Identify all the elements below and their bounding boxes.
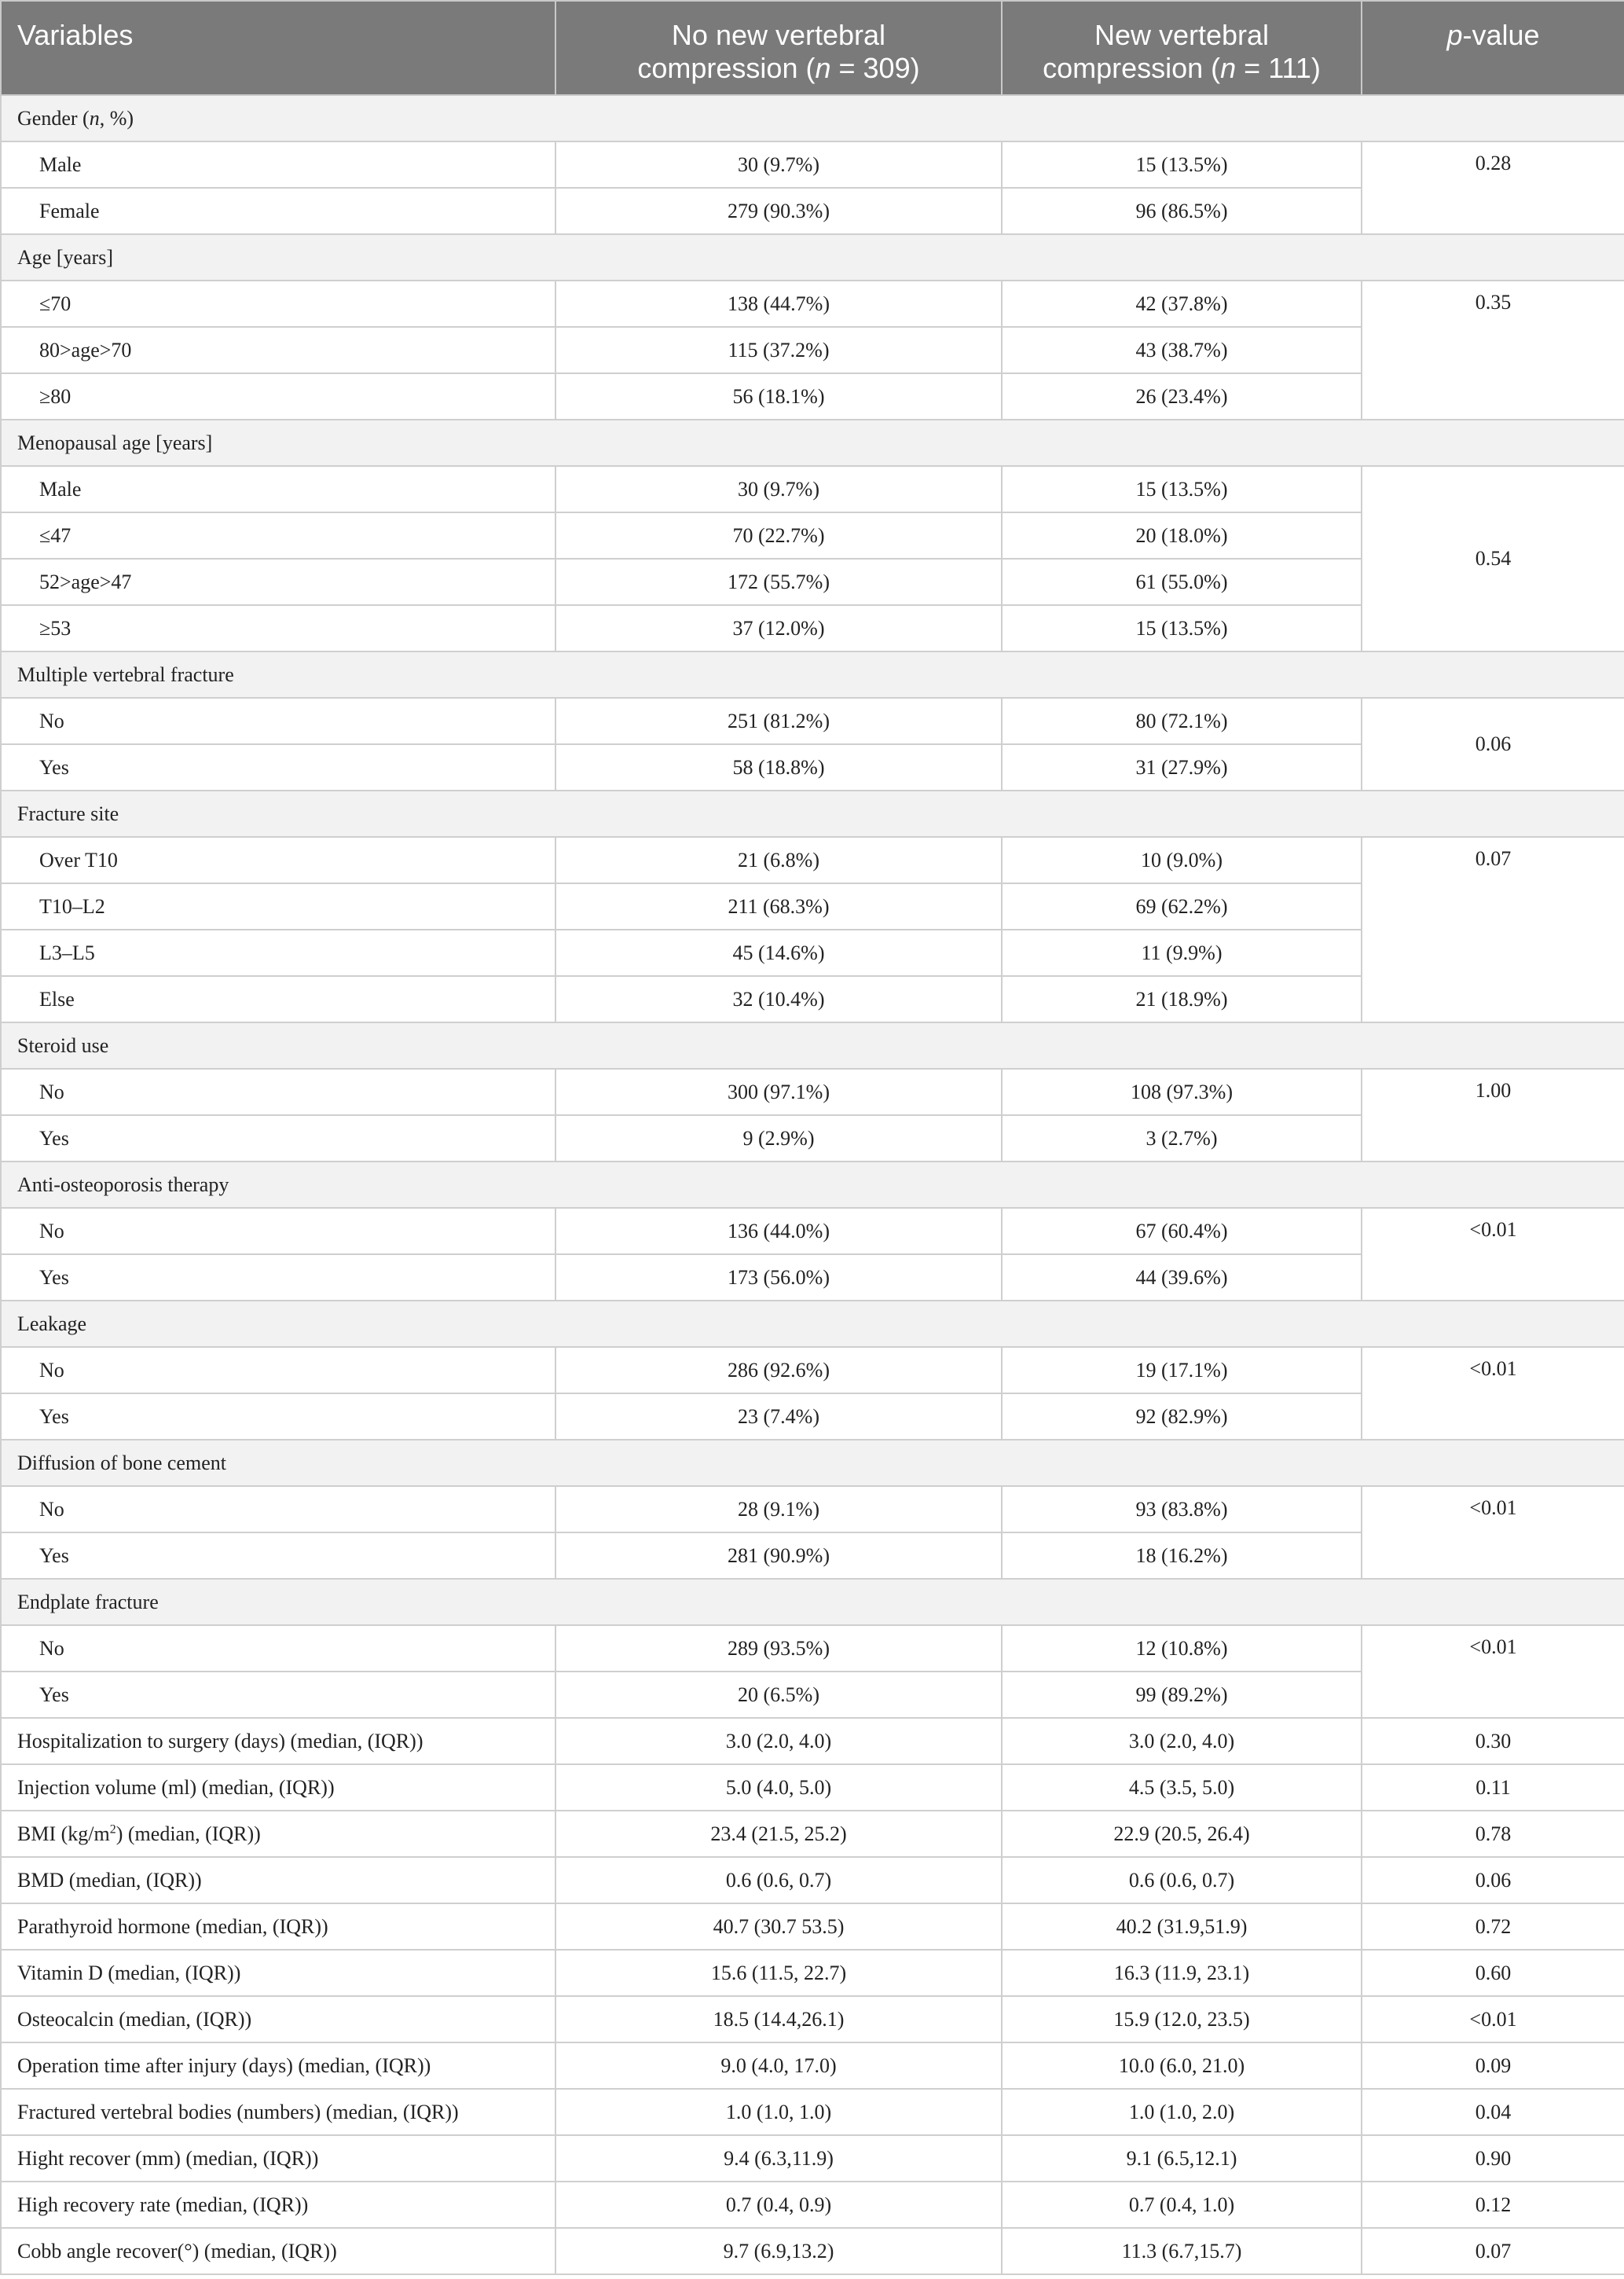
row-label: Female xyxy=(1,188,555,234)
cell-new: 31 (27.9%) xyxy=(1002,744,1362,791)
table-row xyxy=(1,1347,1624,1393)
table-row xyxy=(1,466,1624,512)
cell-new: 92 (82.9%) xyxy=(1002,1393,1362,1440)
gender-title-n: n xyxy=(89,106,100,130)
group-header-age xyxy=(1,234,1624,281)
header-col2-line2a: compression ( xyxy=(637,52,816,84)
row-label: Male xyxy=(1,141,555,188)
cell-p-value: 0.12 xyxy=(1362,2182,1624,2228)
cell-p-value: 0.60 xyxy=(1362,1950,1624,1996)
row-label: Male xyxy=(1,466,555,512)
group-title: Age [years] xyxy=(1,234,1624,281)
cell-new: 80 (72.1%) xyxy=(1002,698,1362,744)
cell-new: 96 (86.5%) xyxy=(1002,188,1362,234)
header-variables-text: Variables xyxy=(17,19,134,51)
gender-title-a: Gender ( xyxy=(17,106,90,130)
table-row xyxy=(1,1718,1624,1764)
row-label: T10–L2 xyxy=(1,883,555,930)
cell-p-value: 0.72 xyxy=(1362,1903,1624,1950)
row-label: Yes xyxy=(1,1532,555,1579)
cell-no-new: 32 (10.4%) xyxy=(555,976,1002,1022)
cell-no-new: 15.6 (11.5, 22.7) xyxy=(555,1950,1002,1996)
cell-no-new: 289 (93.5%) xyxy=(555,1625,1002,1672)
table-row xyxy=(1,1950,1624,1996)
row-label: Injection volume (ml) (median, (IQR)) xyxy=(1,1764,555,1811)
cell-p-value: 0.06 xyxy=(1362,1857,1624,1903)
cell-p-value: 0.06 xyxy=(1362,698,1624,791)
cell-new: 0.7 (0.4, 1.0) xyxy=(1002,2182,1362,2228)
group-title: Anti-osteoporosis therapy xyxy=(1,1162,1624,1208)
row-label: No xyxy=(1,698,555,744)
cell-p-value: 0.07 xyxy=(1362,2228,1624,2274)
row-label: No xyxy=(1,1069,555,1115)
cell-p-value: <0.01 xyxy=(1362,1208,1624,1301)
table-row xyxy=(1,837,1624,883)
row-label: Operation time after injury (days) (median, (IQR)) xyxy=(1,2042,555,2089)
cell-new: 9.1 (6.5,12.1) xyxy=(1002,2135,1362,2182)
group-title: Diffusion of bone cement xyxy=(1,1440,1624,1486)
cell-no-new: 9.4 (6.3,11.9) xyxy=(555,2135,1002,2182)
table-row xyxy=(1,2182,1624,2228)
cell-no-new: 30 (9.7%) xyxy=(555,466,1002,512)
cell-p-value: <0.01 xyxy=(1362,1347,1624,1440)
header-no-new-compression xyxy=(555,1,1002,95)
row-label: BMD (median, (IQR)) xyxy=(1,1857,555,1903)
cell-new: 10.0 (6.0, 21.0) xyxy=(1002,2042,1362,2089)
group-header-gender xyxy=(1,95,1624,141)
header-col3-line1: New vertebral xyxy=(1094,19,1270,51)
cell-no-new: 286 (92.6%) xyxy=(555,1347,1002,1393)
table-row xyxy=(1,281,1624,327)
cell-new: 11.3 (6.7,15.7) xyxy=(1002,2228,1362,2274)
table-row xyxy=(1,1069,1624,1115)
table-header xyxy=(1,1,1624,95)
table-row xyxy=(1,1996,1624,2042)
header-col3-n: n xyxy=(1220,52,1237,84)
row-label: No xyxy=(1,1347,555,1393)
cell-new: 93 (83.8%) xyxy=(1002,1486,1362,1532)
cell-new: 4.5 (3.5, 5.0) xyxy=(1002,1764,1362,1811)
row-label: Yes xyxy=(1,1115,555,1162)
cell-new: 69 (62.2%) xyxy=(1002,883,1362,930)
header-col3-line2b: = 111) xyxy=(1236,52,1321,84)
row-label: No xyxy=(1,1486,555,1532)
table-row xyxy=(1,1811,1624,1857)
cell-p-value: 0.28 xyxy=(1362,141,1624,234)
table-row xyxy=(1,2042,1624,2089)
row-label: Yes xyxy=(1,1254,555,1301)
group-header-antiosteo xyxy=(1,1162,1624,1208)
cell-new: 15.9 (12.0, 23.5) xyxy=(1002,1996,1362,2042)
row-label: No xyxy=(1,1208,555,1254)
row-label: ≥80 xyxy=(1,373,555,420)
group-title: Menopausal age [years] xyxy=(1,420,1624,466)
cell-no-new: 300 (97.1%) xyxy=(555,1069,1002,1115)
cell-p-value: 0.35 xyxy=(1362,281,1624,420)
row-label: Else xyxy=(1,976,555,1022)
group-title: Multiple vertebral fracture xyxy=(1,651,1624,698)
cell-no-new: 279 (90.3%) xyxy=(555,188,1002,234)
row-label: Over T10 xyxy=(1,837,555,883)
cell-no-new: 30 (9.7%) xyxy=(555,141,1002,188)
table-row xyxy=(1,1625,1624,1672)
cell-new: 40.2 (31.9,51.9) xyxy=(1002,1903,1362,1950)
group-title: Fracture site xyxy=(1,791,1624,837)
cell-new: 18 (16.2%) xyxy=(1002,1532,1362,1579)
group-title: Endplate fracture xyxy=(1,1579,1624,1625)
cell-new: 22.9 (20.5, 26.4) xyxy=(1002,1811,1362,1857)
cell-no-new: 211 (68.3%) xyxy=(555,883,1002,930)
cell-no-new: 5.0 (4.0, 5.0) xyxy=(555,1764,1002,1811)
cell-no-new: 251 (81.2%) xyxy=(555,698,1002,744)
cell-new: 108 (97.3%) xyxy=(1002,1069,1362,1115)
cell-p-value: 0.54 xyxy=(1362,466,1624,651)
row-label: Vitamin D (median, (IQR)) xyxy=(1,1950,555,1996)
cell-p-value: <0.01 xyxy=(1362,1625,1624,1718)
cell-no-new: 1.0 (1.0, 1.0) xyxy=(555,2089,1002,2135)
cell-p-value: 0.07 xyxy=(1362,837,1624,1022)
cell-new: 61 (55.0%) xyxy=(1002,559,1362,605)
row-label: 80>age>70 xyxy=(1,327,555,373)
cell-new: 67 (60.4%) xyxy=(1002,1208,1362,1254)
cell-p-value: <0.01 xyxy=(1362,1996,1624,2042)
cell-new: 15 (13.5%) xyxy=(1002,466,1362,512)
cell-no-new: 9 (2.9%) xyxy=(555,1115,1002,1162)
row-label: ≤70 xyxy=(1,281,555,327)
bmi-label-sup: 2 xyxy=(109,1822,116,1836)
cell-new: 3 (2.7%) xyxy=(1002,1115,1362,1162)
table-row xyxy=(1,2228,1624,2274)
cell-p-value: <0.01 xyxy=(1362,1486,1624,1579)
cell-p-value: 0.09 xyxy=(1362,2042,1624,2089)
bmi-label-a: BMI (kg/m xyxy=(17,1822,110,1845)
cell-new: 10 (9.0%) xyxy=(1002,837,1362,883)
cell-no-new: 173 (56.0%) xyxy=(555,1254,1002,1301)
cell-no-new: 23.4 (21.5, 25.2) xyxy=(555,1811,1002,1857)
cell-new: 42 (37.8%) xyxy=(1002,281,1362,327)
cell-new: 3.0 (2.0, 4.0) xyxy=(1002,1718,1362,1764)
cell-no-new: 9.0 (4.0, 17.0) xyxy=(555,2042,1002,2089)
row-label: Hight recover (mm) (median, (IQR)) xyxy=(1,2135,555,2182)
cell-no-new: 9.7 (6.9,13.2) xyxy=(555,2228,1002,2274)
row-label: Fractured vertebral bodies (numbers) (median, (IQR)) xyxy=(1,2089,555,2135)
table-row xyxy=(1,1903,1624,1950)
bmi-label-b: ) (median, (IQR)) xyxy=(115,1822,261,1845)
row-label xyxy=(1,1811,555,1857)
group-header-diffusion xyxy=(1,1440,1624,1486)
group-header-menopausal xyxy=(1,420,1624,466)
header-col2-line2b: = 309) xyxy=(830,52,920,84)
cell-no-new: 20 (6.5%) xyxy=(555,1672,1002,1718)
table-row xyxy=(1,1764,1624,1811)
row-label: High recovery rate (median, (IQR)) xyxy=(1,2182,555,2228)
group-header-endplate xyxy=(1,1579,1624,1625)
header-p-value xyxy=(1362,1,1624,95)
table-row xyxy=(1,2135,1624,2182)
row-label: Parathyroid hormone (median, (IQR)) xyxy=(1,1903,555,1950)
cell-no-new: 40.7 (30.7 53.5) xyxy=(555,1903,1002,1950)
row-label: Osteocalcin (median, (IQR)) xyxy=(1,1996,555,2042)
table-row xyxy=(1,1857,1624,1903)
cell-new: 11 (9.9%) xyxy=(1002,930,1362,976)
cell-no-new: 45 (14.6%) xyxy=(555,930,1002,976)
cell-new: 19 (17.1%) xyxy=(1002,1347,1362,1393)
cell-no-new: 172 (55.7%) xyxy=(555,559,1002,605)
cell-new: 26 (23.4%) xyxy=(1002,373,1362,420)
cell-no-new: 3.0 (2.0, 4.0) xyxy=(555,1718,1002,1764)
table-row xyxy=(1,1486,1624,1532)
row-label: Hospitalization to surgery (days) (median, (IQR)) xyxy=(1,1718,555,1764)
cell-new: 43 (38.7%) xyxy=(1002,327,1362,373)
cell-no-new: 281 (90.9%) xyxy=(555,1532,1002,1579)
header-p-italic: p xyxy=(1446,19,1463,51)
header-variables xyxy=(1,1,555,95)
cell-new: 44 (39.6%) xyxy=(1002,1254,1362,1301)
cell-new: 99 (89.2%) xyxy=(1002,1672,1362,1718)
cell-no-new: 136 (44.0%) xyxy=(555,1208,1002,1254)
cell-p-value: 0.90 xyxy=(1362,2135,1624,2182)
group-header-site xyxy=(1,791,1624,837)
table-row xyxy=(1,2089,1624,2135)
cell-no-new: 18.5 (14.4,26.1) xyxy=(555,1996,1002,2042)
row-label: 52>age>47 xyxy=(1,559,555,605)
header-row xyxy=(1,1,1624,95)
header-col2-line1: No new vertebral xyxy=(671,19,886,51)
cell-no-new: 138 (44.7%) xyxy=(555,281,1002,327)
row-label: ≤47 xyxy=(1,512,555,559)
gender-title-b: , %) xyxy=(99,106,134,130)
row-label: Yes xyxy=(1,1672,555,1718)
cell-no-new: 115 (37.2%) xyxy=(555,327,1002,373)
table-row xyxy=(1,1208,1624,1254)
header-col2-n: n xyxy=(815,52,831,84)
cell-no-new: 37 (12.0%) xyxy=(555,605,1002,651)
cell-p-value: 0.30 xyxy=(1362,1718,1624,1764)
cell-no-new: 28 (9.1%) xyxy=(555,1486,1002,1532)
cell-p-value: 1.00 xyxy=(1362,1069,1624,1162)
cell-new: 1.0 (1.0, 2.0) xyxy=(1002,2089,1362,2135)
cell-new: 15 (13.5%) xyxy=(1002,141,1362,188)
cell-new: 0.6 (0.6, 0.7) xyxy=(1002,1857,1362,1903)
cell-no-new: 21 (6.8%) xyxy=(555,837,1002,883)
cell-p-value: 0.04 xyxy=(1362,2089,1624,2135)
group-header-steroid xyxy=(1,1022,1624,1069)
header-p-rest: -value xyxy=(1462,19,1540,51)
cell-no-new: 0.7 (0.4, 0.9) xyxy=(555,2182,1002,2228)
cell-no-new: 70 (22.7%) xyxy=(555,512,1002,559)
group-header-multiple xyxy=(1,651,1624,698)
cell-p-value: 0.78 xyxy=(1362,1811,1624,1857)
header-new-compression xyxy=(1002,1,1362,95)
table-body xyxy=(1,95,1624,2274)
header-col3-line2a: compression ( xyxy=(1043,52,1221,84)
row-label: Cobb angle recover(°) (median, (IQR)) xyxy=(1,2228,555,2274)
cell-new: 20 (18.0%) xyxy=(1002,512,1362,559)
cell-new: 15 (13.5%) xyxy=(1002,605,1362,651)
row-label: Yes xyxy=(1,1393,555,1440)
cell-p-value: 0.11 xyxy=(1362,1764,1624,1811)
group-title: Leakage xyxy=(1,1301,1624,1347)
cell-new: 16.3 (11.9, 23.1) xyxy=(1002,1950,1362,1996)
table-row xyxy=(1,141,1624,188)
cell-no-new: 58 (18.8%) xyxy=(555,744,1002,791)
group-title xyxy=(1,95,1624,141)
cell-no-new: 56 (18.1%) xyxy=(555,373,1002,420)
row-label: L3–L5 xyxy=(1,930,555,976)
row-label: No xyxy=(1,1625,555,1672)
row-label: Yes xyxy=(1,744,555,791)
cell-new: 12 (10.8%) xyxy=(1002,1625,1362,1672)
group-title: Steroid use xyxy=(1,1022,1624,1069)
cell-new: 21 (18.9%) xyxy=(1002,976,1362,1022)
table-row xyxy=(1,698,1624,744)
row-label: ≥53 xyxy=(1,605,555,651)
cell-no-new: 0.6 (0.6, 0.7) xyxy=(555,1857,1002,1903)
group-header-leakage xyxy=(1,1301,1624,1347)
cell-no-new: 23 (7.4%) xyxy=(555,1393,1002,1440)
